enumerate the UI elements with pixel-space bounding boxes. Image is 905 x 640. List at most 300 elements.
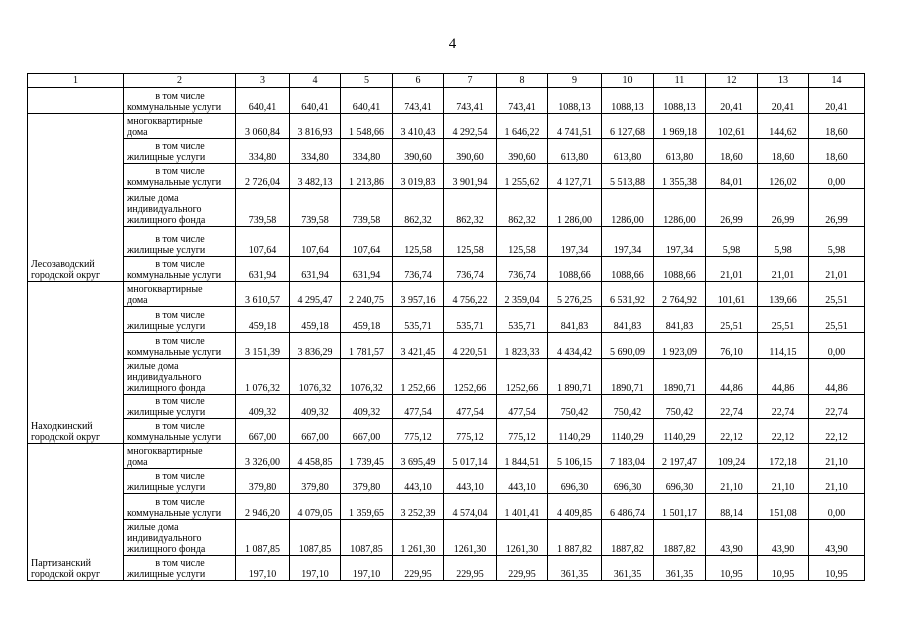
value-cell: 696,30 [654,469,706,494]
value-cell: 535,71 [497,307,548,333]
value-cell: 6 486,74 [602,494,654,520]
value-cell: 443,10 [497,469,548,494]
value-cell: 361,35 [602,556,654,581]
value-cell: 739,58 [341,189,393,227]
value-cell: 443,10 [393,469,444,494]
value-cell: 1 887,82 [548,520,602,556]
value-cell: 25,51 [758,307,809,333]
value-cell: 459,18 [236,307,290,333]
value-cell: 743,41 [393,88,444,114]
value-cell: 139,66 [758,282,809,307]
category-line: многоквартирные [127,284,203,295]
value-cell: 229,95 [444,556,497,581]
value-cell: 21,10 [758,469,809,494]
value-cell: 2 359,04 [497,282,548,307]
category-cell [124,88,236,114]
value-cell: 44,86 [809,359,865,395]
value-cell: 20,41 [809,88,865,114]
value-cell: 667,00 [236,419,290,444]
value-cell: 1088,13 [602,88,654,114]
value-cell: 5,98 [758,227,809,257]
table-row [28,257,865,282]
value-cell: 102,61 [706,114,758,139]
value-cell: 1140,29 [654,419,706,444]
value-cell: 3 326,00 [236,444,290,469]
value-cell: 197,34 [548,227,602,257]
column-header: 12 [706,74,758,88]
table-row [28,164,865,189]
value-cell: 379,80 [290,469,341,494]
value-cell: 613,80 [654,139,706,164]
value-cell: 409,32 [236,395,290,419]
value-cell: 1 823,33 [497,333,548,359]
value-cell: 743,41 [497,88,548,114]
value-cell: 22,12 [809,419,865,444]
table-row [28,395,865,419]
category-line: коммунальные услуги [127,508,222,519]
category-line: жилищные услуги [127,152,206,163]
category-line: коммунальные услуги [127,177,222,188]
value-cell: 3 836,29 [290,333,341,359]
category-line: многоквартирные [127,116,203,127]
value-cell: 1 359,65 [341,494,393,520]
value-cell: 841,83 [548,307,602,333]
value-cell: 107,64 [290,227,341,257]
value-cell: 107,64 [236,227,290,257]
value-cell: 1252,66 [444,359,497,395]
table-row [28,139,865,164]
category-line: в том числе [155,141,205,152]
value-cell: 3 151,39 [236,333,290,359]
value-cell: 3 019,83 [393,164,444,189]
value-cell: 197,34 [654,227,706,257]
value-cell: 477,54 [393,395,444,419]
value-cell: 443,10 [444,469,497,494]
value-cell: 631,94 [341,257,393,282]
value-cell: 1 355,38 [654,164,706,189]
category-line: жилищные услуги [127,407,206,418]
category-cell [124,520,236,556]
category-line: индивидуального [127,533,202,544]
value-cell: 1088,66 [602,257,654,282]
column-header: 11 [654,74,706,88]
value-cell: 1 969,18 [654,114,706,139]
value-cell: 88,14 [706,494,758,520]
value-cell: 1087,85 [290,520,341,556]
category-cell [124,359,236,395]
table-row [28,556,865,581]
value-cell: 26,99 [758,189,809,227]
category-line: коммунальные услуги [127,432,222,443]
table-row [28,469,865,494]
value-cell: 1252,66 [497,359,548,395]
value-cell: 1 739,45 [341,444,393,469]
value-cell: 0,00 [809,164,865,189]
value-cell: 144,62 [758,114,809,139]
value-cell: 4 292,54 [444,114,497,139]
value-cell: 1 646,22 [497,114,548,139]
value-cell: 76,10 [706,333,758,359]
column-header: 10 [602,74,654,88]
value-cell: 44,86 [706,359,758,395]
category-line: индивидуального [127,204,202,215]
table-row [28,307,865,333]
header-row [28,74,865,88]
value-cell: 21,01 [706,257,758,282]
value-cell: 20,41 [706,88,758,114]
column-header: 7 [444,74,497,88]
value-cell: 334,80 [290,139,341,164]
value-cell: 22,12 [758,419,809,444]
value-cell: 334,80 [236,139,290,164]
table-row [28,227,865,257]
value-cell: 613,80 [548,139,602,164]
value-cell: 126,02 [758,164,809,189]
value-cell: 1 781,57 [341,333,393,359]
value-cell: 750,42 [654,395,706,419]
value-cell: 1 548,66 [341,114,393,139]
value-cell: 229,95 [497,556,548,581]
value-cell: 535,71 [393,307,444,333]
value-cell: 4 220,51 [444,333,497,359]
category-cell [124,307,236,333]
value-cell: 640,41 [290,88,341,114]
value-cell: 43,90 [758,520,809,556]
value-cell: 390,60 [444,139,497,164]
value-cell: 151,08 [758,494,809,520]
column-header: 14 [809,74,865,88]
value-cell: 21,10 [809,444,865,469]
value-cell: 775,12 [497,419,548,444]
value-cell: 18,60 [809,139,865,164]
value-cell: 5,98 [706,227,758,257]
value-cell: 361,35 [548,556,602,581]
value-cell: 4 295,47 [290,282,341,307]
value-cell: 631,94 [290,257,341,282]
value-cell: 459,18 [290,307,341,333]
value-cell: 1088,66 [654,257,706,282]
column-header: 4 [290,74,341,88]
value-cell: 409,32 [341,395,393,419]
value-cell: 172,18 [758,444,809,469]
column-header: 1 [28,74,124,88]
value-cell: 4 741,51 [548,114,602,139]
value-cell: 1261,30 [497,520,548,556]
value-cell: 696,30 [548,469,602,494]
value-cell: 775,12 [393,419,444,444]
category-cell [124,282,236,307]
category-cell [124,227,236,257]
table-row [28,114,865,139]
category-cell [124,419,236,444]
value-cell: 10,95 [706,556,758,581]
value-cell: 0,00 [809,333,865,359]
category-line: жилищные услуги [127,245,206,256]
value-cell: 1 501,17 [654,494,706,520]
category-line: в том числе [155,336,205,347]
category-line: коммунальные услуги [127,102,222,113]
category-cell [124,494,236,520]
category-line: дома [127,127,148,138]
value-cell: 125,58 [497,227,548,257]
value-cell: 743,41 [444,88,497,114]
value-cell: 6 531,92 [602,282,654,307]
value-cell: 631,94 [236,257,290,282]
value-cell: 197,10 [236,556,290,581]
value-cell: 1890,71 [602,359,654,395]
value-cell: 1 252,66 [393,359,444,395]
category-line: жилищные услуги [127,321,206,332]
value-cell: 21,01 [758,257,809,282]
value-cell: 613,80 [602,139,654,164]
value-cell: 26,99 [706,189,758,227]
value-cell: 750,42 [602,395,654,419]
value-cell: 1261,30 [444,520,497,556]
value-cell: 477,54 [444,395,497,419]
table-row [28,359,865,395]
value-cell: 2 240,75 [341,282,393,307]
value-cell: 4 127,71 [548,164,602,189]
value-cell: 739,58 [290,189,341,227]
value-cell: 22,12 [706,419,758,444]
value-cell: 1 286,00 [548,189,602,227]
value-cell: 3 610,57 [236,282,290,307]
category-line: жилые дома [127,522,179,533]
value-cell: 862,32 [497,189,548,227]
table-row [28,444,865,469]
value-cell: 43,90 [706,520,758,556]
value-cell: 84,01 [706,164,758,189]
value-cell: 10,95 [809,556,865,581]
category-line: в том числе [155,421,205,432]
municipality-name: Находкинский городской округ [28,282,124,444]
value-cell: 477,54 [497,395,548,419]
category-cell [124,469,236,494]
category-line: жилые дома [127,361,179,372]
value-cell: 3 482,13 [290,164,341,189]
value-cell: 3 410,43 [393,114,444,139]
value-cell: 1887,82 [654,520,706,556]
category-cell [124,395,236,419]
table-row [28,88,865,114]
value-cell: 6 127,68 [602,114,654,139]
value-cell: 379,80 [341,469,393,494]
municipality-name: Лесозаводский городской округ [28,114,124,282]
value-cell: 4 458,85 [290,444,341,469]
value-cell: 535,71 [444,307,497,333]
value-cell: 125,58 [393,227,444,257]
category-line: коммунальные услуги [127,270,222,281]
value-cell: 736,74 [444,257,497,282]
value-cell: 640,41 [236,88,290,114]
value-cell: 775,12 [444,419,497,444]
value-cell: 667,00 [290,419,341,444]
value-cell: 10,95 [758,556,809,581]
value-cell: 750,42 [548,395,602,419]
value-cell: 22,74 [706,395,758,419]
value-cell: 22,74 [809,395,865,419]
value-cell: 3 816,93 [290,114,341,139]
category-cell [124,444,236,469]
category-line: жилищного фонда [127,383,206,394]
value-cell: 4 434,42 [548,333,602,359]
value-cell: 862,32 [393,189,444,227]
table-row [28,282,865,307]
value-cell: 5 690,09 [602,333,654,359]
table-row [28,333,865,359]
table-row [28,494,865,520]
value-cell: 1088,66 [548,257,602,282]
value-cell: 0,00 [809,494,865,520]
page-number: 4 [448,36,457,52]
table-row [28,189,865,227]
value-cell: 21,10 [706,469,758,494]
category-line: в том числе [155,310,205,321]
column-header: 5 [341,74,393,88]
value-cell: 107,64 [341,227,393,257]
value-cell: 841,83 [602,307,654,333]
value-cell: 21,01 [809,257,865,282]
value-cell: 1088,13 [654,88,706,114]
value-cell: 20,41 [758,88,809,114]
value-cell: 334,80 [341,139,393,164]
value-cell: 18,60 [706,139,758,164]
category-line: в том числе [155,259,205,270]
column-header: 2 [124,74,236,88]
category-line: жилищного фонда [127,215,206,226]
value-cell: 1 923,09 [654,333,706,359]
value-cell: 4 079,05 [290,494,341,520]
value-cell: 109,24 [706,444,758,469]
category-cell [124,333,236,359]
value-cell: 1 076,32 [236,359,290,395]
category-line: жилищного фонда [127,544,206,555]
value-cell: 25,51 [809,307,865,333]
value-cell: 1 401,41 [497,494,548,520]
category-line: коммунальные услуги [127,347,222,358]
value-cell: 696,30 [602,469,654,494]
value-cell: 1286,00 [654,189,706,227]
value-cell: 390,60 [393,139,444,164]
value-cell: 390,60 [497,139,548,164]
column-header: 6 [393,74,444,88]
value-cell: 1140,29 [602,419,654,444]
value-cell: 862,32 [444,189,497,227]
category-line: в том числе [155,396,205,407]
value-cell: 7 183,04 [602,444,654,469]
value-cell: 5 017,14 [444,444,497,469]
category-cell [124,164,236,189]
value-cell: 1 844,51 [497,444,548,469]
value-cell: 2 946,20 [236,494,290,520]
value-cell: 667,00 [341,419,393,444]
value-cell: 1140,29 [548,419,602,444]
value-cell: 409,32 [290,395,341,419]
value-cell: 101,61 [706,282,758,307]
category-line: в том числе [155,497,205,508]
value-cell: 1 087,85 [236,520,290,556]
value-cell: 379,80 [236,469,290,494]
value-cell: 1286,00 [602,189,654,227]
value-cell: 3 695,49 [393,444,444,469]
category-line: дома [127,295,148,306]
value-cell: 3 901,94 [444,164,497,189]
category-line: в том числе [155,91,205,102]
value-cell: 4 756,22 [444,282,497,307]
value-cell: 1076,32 [341,359,393,395]
value-cell: 5 106,15 [548,444,602,469]
value-cell: 736,74 [393,257,444,282]
value-cell: 3 060,84 [236,114,290,139]
value-cell: 1 261,30 [393,520,444,556]
value-cell: 736,74 [497,257,548,282]
category-line: многоквартирные [127,446,203,457]
value-cell: 22,74 [758,395,809,419]
category-cell [124,257,236,282]
category-cell [124,114,236,139]
value-cell: 43,90 [809,520,865,556]
value-cell: 1890,71 [654,359,706,395]
value-cell: 18,60 [809,114,865,139]
value-cell: 361,35 [654,556,706,581]
value-cell: 1076,32 [290,359,341,395]
value-cell: 21,10 [809,469,865,494]
value-cell: 25,51 [706,307,758,333]
value-cell: 197,10 [290,556,341,581]
value-cell: 5,98 [809,227,865,257]
category-line: в том числе [155,471,205,482]
value-cell: 18,60 [758,139,809,164]
value-cell: 3 252,39 [393,494,444,520]
municipality-name [28,88,124,114]
category-line: индивидуального [127,372,202,383]
value-cell: 2 197,47 [654,444,706,469]
value-cell: 26,99 [809,189,865,227]
category-line: жилые дома [127,193,179,204]
value-cell: 197,34 [602,227,654,257]
value-cell: 25,51 [809,282,865,307]
category-line: дома [127,457,148,468]
table-row [28,520,865,556]
value-cell: 197,10 [341,556,393,581]
value-cell: 5 513,88 [602,164,654,189]
value-cell: 44,86 [758,359,809,395]
column-header: 8 [497,74,548,88]
value-cell: 1 255,62 [497,164,548,189]
value-cell: 640,41 [341,88,393,114]
value-cell: 3 421,45 [393,333,444,359]
column-header: 13 [758,74,809,88]
tariff-table [27,73,865,581]
category-cell [124,556,236,581]
column-header: 3 [236,74,290,88]
value-cell: 1887,82 [602,520,654,556]
value-cell: 125,58 [444,227,497,257]
category-line: жилищные услуги [127,482,206,493]
value-cell: 1 213,86 [341,164,393,189]
value-cell: 114,15 [758,333,809,359]
value-cell: 5 276,25 [548,282,602,307]
category-cell [124,189,236,227]
value-cell: 229,95 [393,556,444,581]
value-cell: 3 957,16 [393,282,444,307]
value-cell: 459,18 [341,307,393,333]
category-cell [124,139,236,164]
value-cell: 841,83 [654,307,706,333]
value-cell: 739,58 [236,189,290,227]
value-cell: 1087,85 [341,520,393,556]
value-cell: 4 409,85 [548,494,602,520]
